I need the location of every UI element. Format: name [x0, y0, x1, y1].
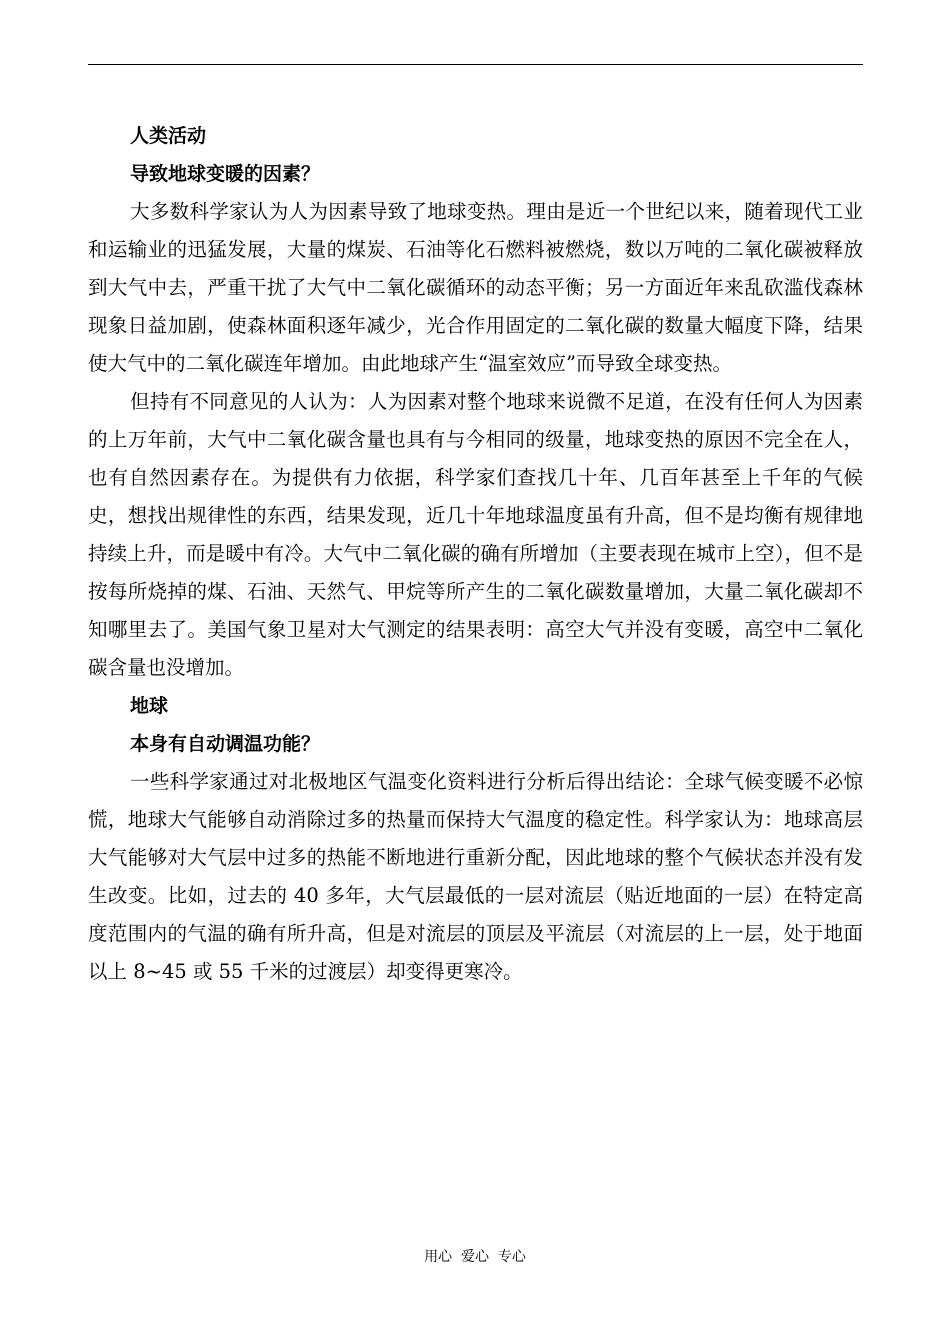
section-subheading: 本身有自动调温功能？	[130, 733, 321, 755]
paragraph: 一些科学家通过对北极地区气温变化资料进行分析后得出结论：全球气候变暖不必惊慌，地球大气能够自动消除过多的热量而保持大气温度的稳定性。科学家认为：地球高层大气能够对大气层中过多的热能不断地进行重新分配，因此地球的整个气候状态并没有发生改变。比如，过去的 40 多年，大气层最低的一层对流层（贴近地面的一层）在特定高度范围内的气温的确有所升高，但是对流层的顶层及平流层（对流层的上一层，处于地面以上 8~45 或 55 千米的过渡层）却变得更寒冷。	[88, 770, 863, 983]
paragraph: 但持有不同意见的人认为：人为因素对整个地球来说微不足道，在没有任何人为因素的上万年前，大气中二氧化碳含量也具有与今相同的级量，地球变热的原因不完全在人，也有自然因素存在。为提供有力依据，科学家们查找几十年、几百年甚至上千年的气候史，想找出规律性的东西，结果发现，近几十年地球温度虽有升高，但不是均衡有规律地持续上升，而是暖中有冷。大气中二氧化碳的确有所增加（主要表现在城市上空），但不是按每所烧掉的煤、石油、天然气、甲烷等所产生的二氧化碳数量增加，大量二氧化碳却不知哪里去了。美国气象卫星对大气测定的结果表明：高空大气并没有变暖，高空中二氧化碳含量也没增加。	[88, 390, 863, 679]
section-subheading: 导致地球变暖的因素？	[130, 163, 321, 185]
section-heading: 地球	[130, 695, 169, 717]
header-rule	[88, 64, 863, 65]
page-footer: 用心 爱心 专心	[424, 1249, 526, 1265]
paragraph: 大多数科学家认为人为因素导致了地球变热。理由是近一个世纪以来，随着现代工业和运输业的迅猛发展，大量的煤炭、石油等化石燃料被燃烧，数以万吨的二氧化碳被释放到大气中去，严重干扰了大气中二氧化碳循环的动态平衡；另一方面近年来乱砍滥伐森林现象日益加剧，使森林面积逐年减少，光合作用固定的二氧化碳的数量大幅度下降，结果使大气中的二氧化碳连年增加。由此地球产生“温室效应”而导致全球变热。	[88, 200, 863, 375]
document-body	[88, 117, 863, 991]
section-heading: 人类活动	[130, 125, 207, 147]
